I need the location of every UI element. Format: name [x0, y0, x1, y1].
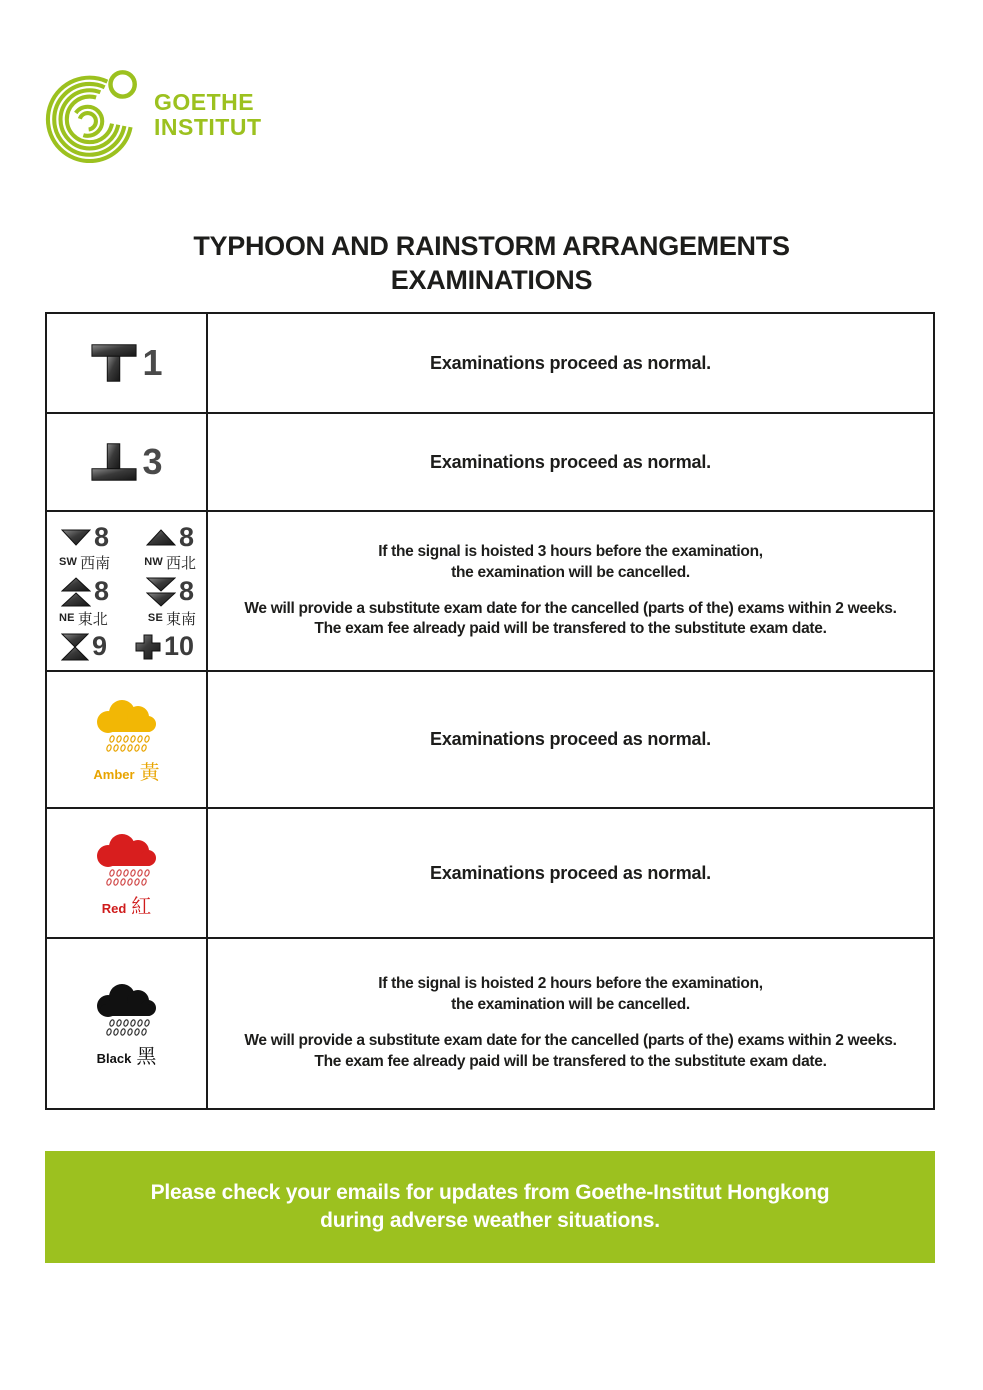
signal-t1-cell	[47, 314, 208, 412]
substitute-line-1: We will provide a substitute exam date for the cancelled (parts of the) exams within 2 weeks.	[244, 1032, 897, 1049]
table-row-t1	[47, 314, 933, 412]
table-row-t3	[47, 412, 933, 510]
signal-t3-cell	[47, 414, 208, 510]
direction-chinese: 西南	[80, 554, 111, 572]
direction-chinese: 東北	[77, 610, 108, 628]
signal-number: 10	[163, 631, 194, 661]
arrangement-text: Examinations proceed as normal.	[430, 451, 711, 472]
cancellation-line-1: If the signal is hoisted 2 hours before the examination,	[378, 975, 763, 993]
amber-label	[93, 756, 159, 785]
signal-10	[135, 633, 194, 660]
direction-chinese: 西北	[165, 554, 196, 572]
hourglass-icon	[61, 633, 89, 661]
cancellation-line-2: the examination will be cancelled.	[451, 996, 690, 1014]
signal-labels-bottom	[57, 608, 198, 629]
double-triangle-down-icon	[146, 577, 176, 607]
substitute-line-2: The exam fee already paid will be transfered to the substitute exam date.	[314, 620, 827, 638]
t1-shape-icon	[90, 341, 138, 385]
label-se	[148, 608, 196, 629]
black-cloud-icon	[84, 978, 170, 1038]
rainstorm-chinese: 黃	[139, 762, 160, 784]
footer-line-1: Please check your emails for updates from Goethe-Institut Hongkong	[150, 1180, 830, 1204]
signal-8-nw	[146, 521, 194, 552]
signal-row-9-10	[57, 633, 198, 661]
brand-wordmark	[154, 90, 262, 140]
amber-rainstorm-icon	[84, 694, 170, 785]
arrangement-cell	[208, 414, 933, 510]
triangle-down-icon	[61, 529, 91, 546]
signal-labels-top	[57, 552, 198, 573]
cancellation-line-2: the examination will be cancelled.	[451, 563, 690, 581]
signal-number: 9	[92, 631, 108, 661]
arrangement-cell	[208, 672, 933, 807]
plus-cross-icon	[135, 634, 161, 660]
arrangement-text: Examinations proceed as normal.	[430, 352, 711, 373]
signal-number: 8	[178, 576, 194, 606]
goethe-logo	[45, 66, 262, 163]
red-signal-cell	[47, 809, 208, 937]
table-row-red	[47, 807, 933, 937]
signal-row-8-bottom	[57, 577, 198, 607]
direction-label: SW	[59, 556, 78, 568]
arrangement-cell	[208, 512, 933, 670]
arrangement-text: Examinations proceed as normal.	[430, 862, 711, 883]
signal-9	[61, 633, 107, 661]
signal-8-sw	[61, 521, 110, 552]
signal-number: 8	[94, 576, 110, 606]
rainstorm-chinese: 紅	[131, 895, 152, 918]
amber-cloud-icon	[84, 694, 170, 754]
signal-grid	[47, 520, 206, 663]
signal-number: 3	[142, 441, 163, 482]
footer-banner	[45, 1151, 935, 1263]
rainstorm-name: Black	[96, 1051, 132, 1066]
title-line-1: TYPHOON AND RAINSTORM ARRANGEMENTS	[193, 231, 790, 261]
direction-label: NW	[144, 556, 163, 568]
goethe-logo-mark	[45, 66, 142, 163]
typhoon-signal-3-icon	[90, 440, 162, 484]
arrangements-table	[45, 312, 935, 1110]
brand-line-2: INSTITUT	[154, 113, 262, 140]
double-triangle-up-icon	[61, 577, 91, 607]
label-sw	[59, 552, 110, 573]
amber-signal-cell	[47, 672, 208, 807]
signal-8-9-10-cell	[47, 512, 208, 670]
arrangement-cell	[208, 809, 933, 937]
signal-8-se	[146, 577, 194, 607]
direction-chinese: 東南	[165, 610, 196, 628]
substitute-line-2: The exam fee already paid will be transfered to the substitute exam date.	[314, 1052, 827, 1070]
arrangement-cell	[208, 939, 933, 1108]
signal-number: 8	[94, 521, 110, 552]
red-cloud-icon	[84, 828, 170, 888]
label-ne	[59, 608, 108, 629]
arrangement-text: Examinations proceed as normal.	[430, 729, 711, 749]
table-row-t8-t9-t10	[47, 510, 933, 670]
label-nw	[144, 552, 196, 573]
red-rainstorm-icon	[84, 828, 170, 919]
black-label	[97, 1040, 157, 1069]
rainstorm-name: Amber	[93, 767, 135, 782]
rainstorm-name: Red	[101, 900, 127, 916]
table-row-amber	[47, 670, 933, 807]
rainstorm-chinese: 黑	[136, 1046, 157, 1068]
typhoon-signal-1-icon	[90, 341, 162, 385]
black-rainstorm-icon	[84, 978, 170, 1069]
signal-8-ne	[61, 577, 109, 607]
signal-number: 8	[178, 521, 194, 552]
black-signal-cell	[47, 939, 208, 1108]
direction-label: NE	[59, 612, 75, 624]
table-row-black	[47, 937, 933, 1108]
t3-shape-icon	[90, 440, 138, 484]
cancellation-line-1: If the signal is hoisted 3 hours before the examination,	[378, 542, 763, 560]
substitute-line-1: We will provide a substitute exam date for the cancelled (parts of the) exams within 2 weeks.	[244, 599, 897, 617]
triangle-up-icon	[146, 529, 176, 546]
red-label	[102, 890, 152, 919]
footer-line-2: during adverse weather situations.	[320, 1209, 660, 1232]
arrangement-cell	[208, 314, 933, 412]
signal-row-8-top	[57, 521, 198, 552]
signal-number: 1	[142, 342, 163, 383]
page-title	[0, 230, 983, 298]
direction-label: SE	[147, 612, 163, 624]
brand-line-1: GOETHE	[154, 88, 255, 115]
title-line-2: EXAMINATIONS	[390, 264, 593, 295]
